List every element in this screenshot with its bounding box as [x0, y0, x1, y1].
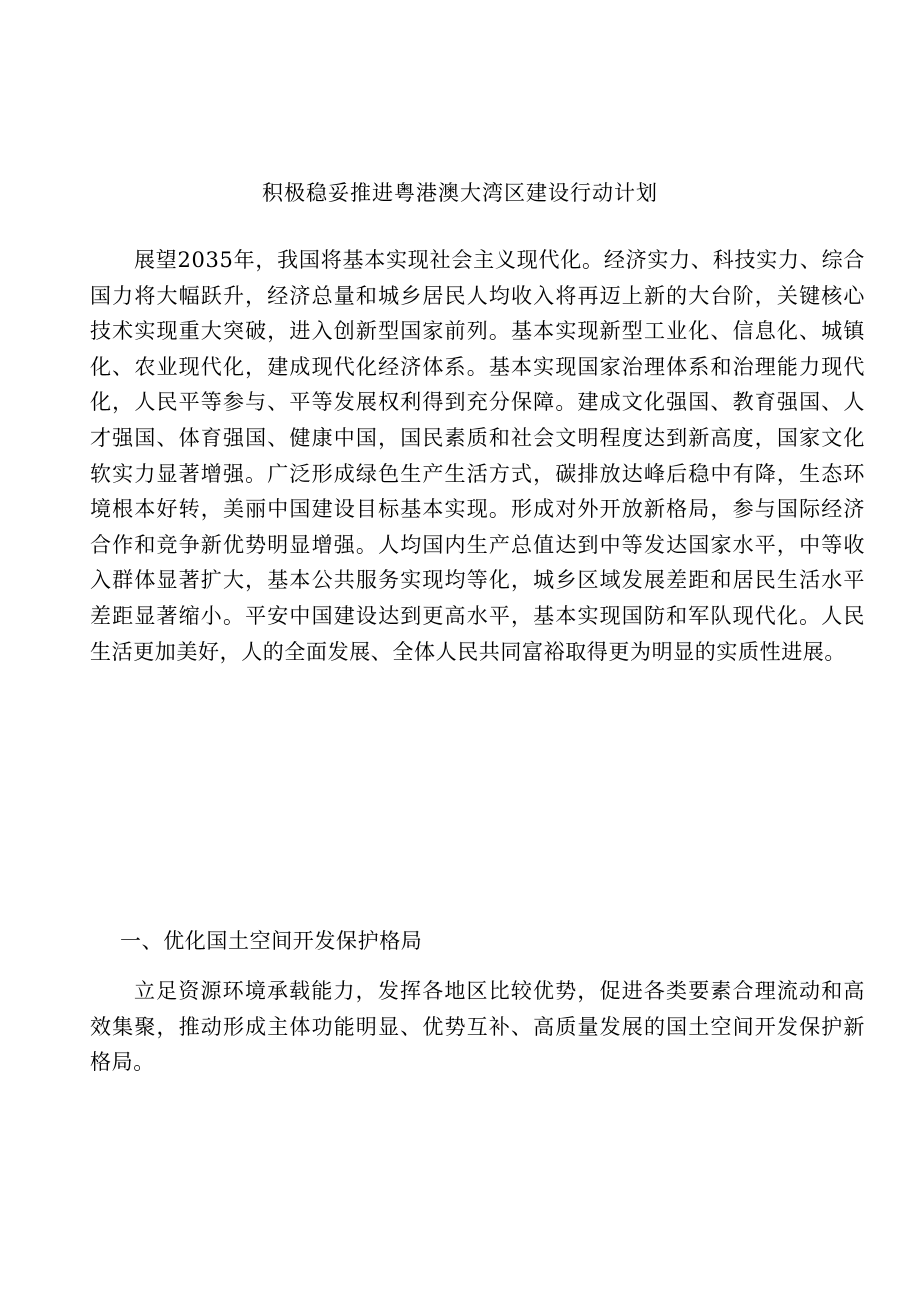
section-heading-1: 一、优化国土空间开发保护格局 [120, 929, 423, 953]
paragraph-land-space: 立足资源环境承载能力，发挥各地区比较优势，促进各类要素合理流动和高效集聚，推动形成主体功能明显、优势互补、高质量发展的国土空间开发保护新格局。 [90, 979, 865, 1075]
paragraph-vision-2035: 展望2035年，我国将基本实现社会主义现代化。经济实力、科技实力、综合国力将大幅跃升，经济总量和城乡居民人均收入将再迈上新的大台阶，关键核心技术实现重大突破，进入创新型国家前列。基本实现新型工业化、信息化、城镇化、农业现代化，建成现代化经济体系。基本实现国家治理体系和治理能力现代化，人民平等参与、平等发展权利得到充分保障。建成文化强国、教育强国、人才强国、体育强国、健康中国，国民素质和社会文明程度达到新高度，国家文化软实力显著增强。广泛形成绿色生产生活方式，碳排放达峰后稳中有降，生态环境根本好转，美丽中国建设目标基本实现。形成对外开放新格局，参与国际经济合作和竞争新优势明显增强。人均国内生产总值达到中等发达国家水平，中等收入群体显著扩大，基本公共服务实现均等化，城乡区域发展差距和居民生活水平差距显著缩小。平安中国建设达到更高水平，基本实现国防和军队现代化。人民生活更加美好，人的全面发展、全体人民共同富裕取得更为明显的实质性进展。 [90, 248, 865, 664]
document-title: 积极稳妥推进粤港澳大湾区建设行动计划 [262, 181, 658, 205]
